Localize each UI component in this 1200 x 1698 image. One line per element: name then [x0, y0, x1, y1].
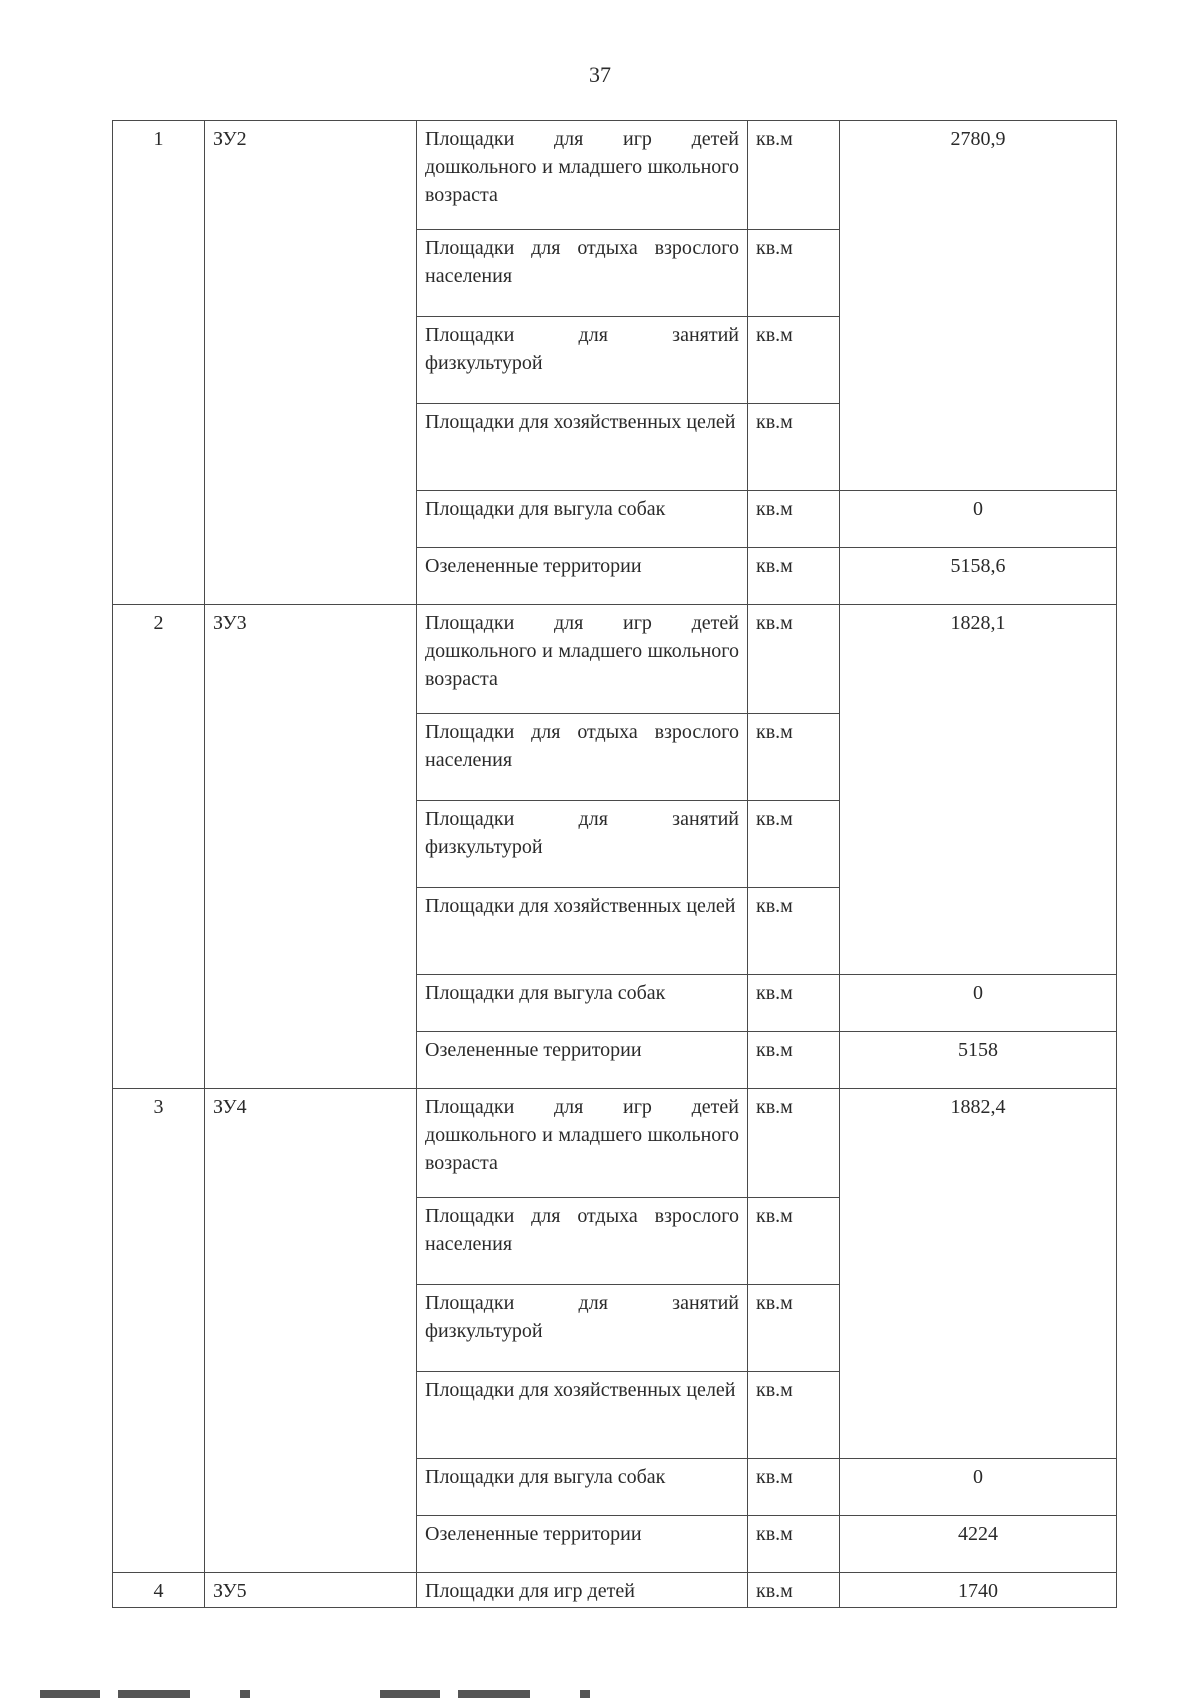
- scan-edge-artifact: [40, 1690, 720, 1698]
- area-type: Площадки для хозяйственных целей: [417, 1372, 748, 1459]
- area-type: Площадки для занятий физкультурой: [417, 801, 748, 888]
- unit: кв.м: [748, 1516, 840, 1573]
- unit: кв.м: [748, 491, 840, 548]
- unit: кв.м: [748, 1198, 840, 1285]
- row-number: 4: [113, 1573, 205, 1608]
- plot-code: ЗУ3: [205, 605, 417, 1089]
- area-type: Площадки для отдыха взрослого населения: [417, 1198, 748, 1285]
- unit: кв.м: [748, 548, 840, 605]
- area-type: Озелененные территории: [417, 1032, 748, 1089]
- unit: кв.м: [748, 1372, 840, 1459]
- area-type: Площадки для выгула собак: [417, 1459, 748, 1516]
- unit: кв.м: [748, 975, 840, 1032]
- plot-code: ЗУ2: [205, 121, 417, 605]
- area-type: Площадки для отдыха взрослого населения: [417, 230, 748, 317]
- area-type: Площадки для занятий физкультурой: [417, 317, 748, 404]
- unit: кв.м: [748, 801, 840, 888]
- dog-area-value: 0: [840, 491, 1117, 548]
- area-type: Озелененные территории: [417, 548, 748, 605]
- combined-area-value: 1828,1: [840, 605, 1117, 975]
- area-type: Площадки для игр детей дошкольного и младшего школьного возраста: [417, 605, 748, 714]
- area-type: Площадки для выгула собак: [417, 491, 748, 548]
- unit: кв.м: [748, 1032, 840, 1089]
- site-area-table: [112, 120, 1117, 1608]
- area-type: Площадки для игр детей: [417, 1573, 748, 1608]
- table-row: [113, 605, 1117, 714]
- table-row: [113, 121, 1117, 230]
- area-type: Площадки для игр детей дошкольного и младшего школьного возраста: [417, 121, 748, 230]
- plot-code: ЗУ5: [205, 1573, 417, 1608]
- unit: кв.м: [748, 714, 840, 801]
- unit: кв.м: [748, 1459, 840, 1516]
- area-type: Озелененные территории: [417, 1516, 748, 1573]
- table-row: [113, 1089, 1117, 1198]
- unit: кв.м: [748, 1573, 840, 1608]
- green-area-value: 5158: [840, 1032, 1117, 1089]
- row-number: 1: [113, 121, 205, 605]
- area-type: Площадки для занятий физкультурой: [417, 1285, 748, 1372]
- dog-area-value: 0: [840, 1459, 1117, 1516]
- unit: кв.м: [748, 404, 840, 491]
- unit: кв.м: [748, 230, 840, 317]
- area-type: Площадки для отдыха взрослого населения: [417, 714, 748, 801]
- green-area-value: 5158,6: [840, 548, 1117, 605]
- plot-code: ЗУ4: [205, 1089, 417, 1573]
- unit: кв.м: [748, 888, 840, 975]
- green-area-value: 4224: [840, 1516, 1117, 1573]
- unit: кв.м: [748, 1285, 840, 1372]
- page-number: 37: [589, 62, 611, 87]
- area-type: Площадки для хозяйственных целей: [417, 888, 748, 975]
- row-number: 2: [113, 605, 205, 1089]
- unit: кв.м: [748, 1089, 840, 1198]
- row-number: 3: [113, 1089, 205, 1573]
- area-type: Площадки для игр детей дошкольного и младшего школьного возраста: [417, 1089, 748, 1198]
- combined-area-value: 1882,4: [840, 1089, 1117, 1459]
- area-type: Площадки для хозяйственных целей: [417, 404, 748, 491]
- unit: кв.м: [748, 121, 840, 230]
- table-row: [113, 1573, 1117, 1608]
- dog-area-value: 0: [840, 975, 1117, 1032]
- area-type: Площадки для выгула собак: [417, 975, 748, 1032]
- combined-area-value: 2780,9: [840, 121, 1117, 491]
- unit: кв.м: [748, 317, 840, 404]
- combined-area-value: 1740: [840, 1573, 1117, 1608]
- unit: кв.м: [748, 605, 840, 714]
